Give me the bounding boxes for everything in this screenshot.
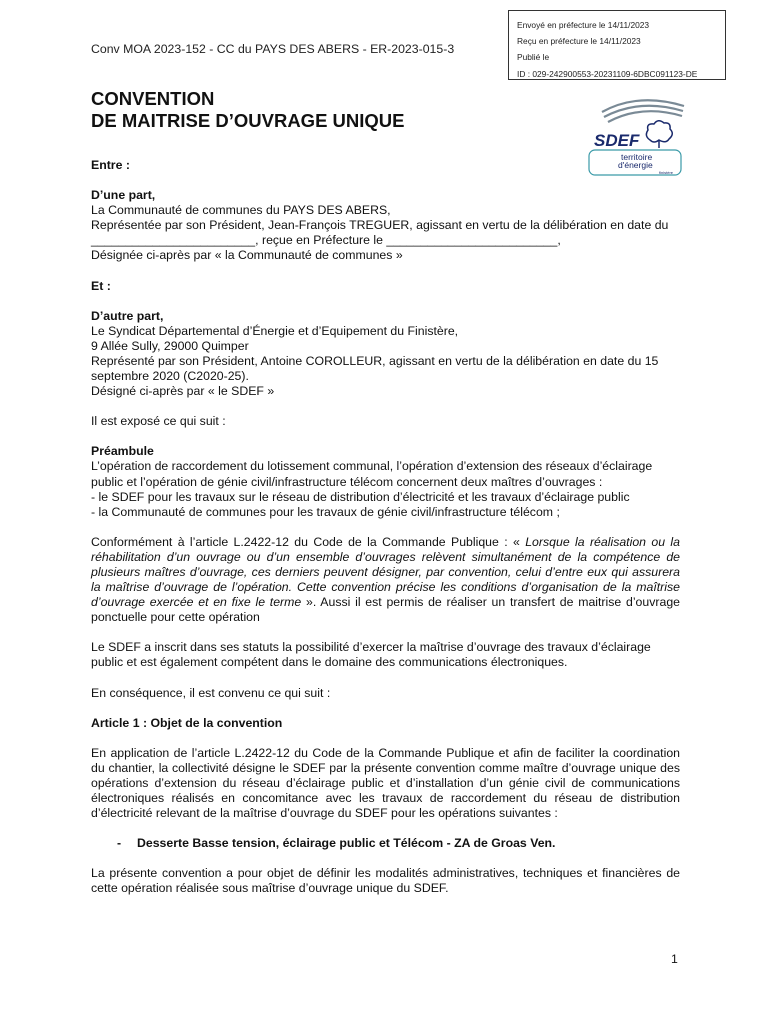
preamble-text: L’opération de raccordement du lotissement communal, l’opération d’extension des réseaux d’éclairage public et l’opération de génie civil/infrastructure télécom concernent deux maîtres d’ouvrages : — [91, 459, 653, 489]
logo-tagline-3: finistère — [659, 170, 674, 175]
tree-icon — [646, 121, 672, 148]
stamp-id: ID : 029-242900553-20231109-6DBC091123-DE — [517, 68, 698, 79]
title-line-2: DE MAITRISE D’OUVRAGE UNIQUE — [91, 110, 405, 131]
article1-closing: La présente convention a pour objet de définir les modalités administratives, techniques et financières de cette opération réalisée sous maîtrise d’ouvrage unique du SDEF. — [91, 866, 680, 896]
second-party-line: Représenté par son Président, Antoine COROLLEUR, agissant en vertu de la délibération en date du 15 septembre 2020 (C2020-25). — [91, 353, 659, 384]
second-party-line: Désigné ci-après par « le SDEF » — [91, 384, 275, 399]
article-citation — [91, 535, 680, 626]
prefecture-stamp — [508, 10, 726, 80]
bullet-text: Desserte Basse tension, éclairage public et Télécom - ZA de Groas Ven. — [137, 836, 556, 851]
citation-intro: Conformément à l’article L.2422-12 du Code de la Commande Publique : « — [91, 534, 526, 549]
logo-brand: SDEF — [594, 131, 640, 150]
article1-bullet — [91, 836, 680, 851]
stamp-published: Publié le — [517, 52, 550, 63]
preamble-item: - la Communauté de communes pour les travaux de génie civil/infrastructure télécom ; — [91, 504, 560, 519]
consequence-line: En conséquence, il est convenu ce qui suit : — [91, 685, 331, 700]
first-party-line: Représentée par son Président, Jean-François TREGUER, agissant en vertu de la délibération en date du ________________________, reçue en Préfecture le _________________________, — [91, 218, 669, 248]
document-reference: Conv MOA 2023-152 - CC du PAYS DES ABERS - ER-2023-015-3 — [91, 42, 455, 56]
title-line-1: CONVENTION — [91, 88, 215, 109]
second-party-line: Le Syndicat Départemental d’Énergie et d’Equipement du Finistère, — [91, 323, 459, 338]
logo-tagline-1: territoire — [621, 152, 653, 162]
first-party-heading: D’une part, — [91, 188, 156, 203]
first-party-line: Désignée ci-après par « la Communauté de communes » — [91, 248, 403, 263]
preamble-item: - le SDEF pour les travaux sur le réseau de distribution d’électricité et les travaux d’éclairage public — [91, 489, 630, 504]
citation-outro: ». Aussi il est permis de réaliser un transfert de maitrise d’ouvrage ponctuelle pour cette opération — [91, 595, 680, 625]
logo-tagline-2: d'énergie — [618, 160, 653, 170]
stamp-received: Reçu en préfecture le 14/11/2023 — [517, 36, 641, 47]
second-party-line: 9 Allée Sully, 29000 Quimper — [91, 338, 249, 353]
stamp-sent: Envoyé en préfecture le 14/11/2023 — [517, 20, 650, 30]
entre-label: Entre : — [91, 158, 130, 172]
article1-text: En application de l’article L.2422-12 du Code de la Commande Publique et afin de faciliter la coordination du chantier, la collectivité désigne le SDEF par la présente convention comme maître d’ouvrage unique des opérations d’extension du réseau d’éclairage public et d’installation d’un génie civil de communications électroniques réalisés en concomitance avec les travaux de raccordement du réseau de distribution d’électricité relevant de la maîtrise d’ouvrage du SDEF pour les opérations suivantes : — [91, 745, 680, 821]
preamble-heading: Préambule — [91, 444, 154, 459]
document-title — [91, 88, 405, 132]
expose-line: Il est exposé ce qui suit : — [91, 414, 226, 429]
second-party-heading: D’autre part, — [91, 308, 164, 323]
document-body — [91, 158, 680, 896]
et-label: Et : — [91, 278, 111, 293]
citation-quote: Lorsque la réalisation ou la réhabilitation d’un ouvrage ou d’un ensemble d’ouvrages relèvent simultanément de la compétence de plusieurs maîtres d’ouvrage, ces derniers peuvent désigner, par convention, celui d’entre eux qui assurera la maîtrise d’ouvrage de l’opération. Cette convention précise les conditions d’organisation de la maîtrise d’ouvrage exercée et en fixe le terme — [91, 534, 680, 610]
page-number: 1 — [671, 952, 678, 966]
first-party-line: La Communauté de communes du PAYS DES ABERS, — [91, 203, 391, 218]
bullet-dash: - — [117, 836, 122, 851]
article1-heading: Article 1 : Objet de la convention — [91, 715, 283, 730]
sdef-statutes-text: Le SDEF a inscrit dans ses statuts la possibilité d’exercer la maîtrise d’ouvrage des travaux d’éclairage public et est également compétent dans le domaine des communications électroniques. — [91, 640, 651, 670]
logo-swoosh-icon — [602, 100, 684, 122]
